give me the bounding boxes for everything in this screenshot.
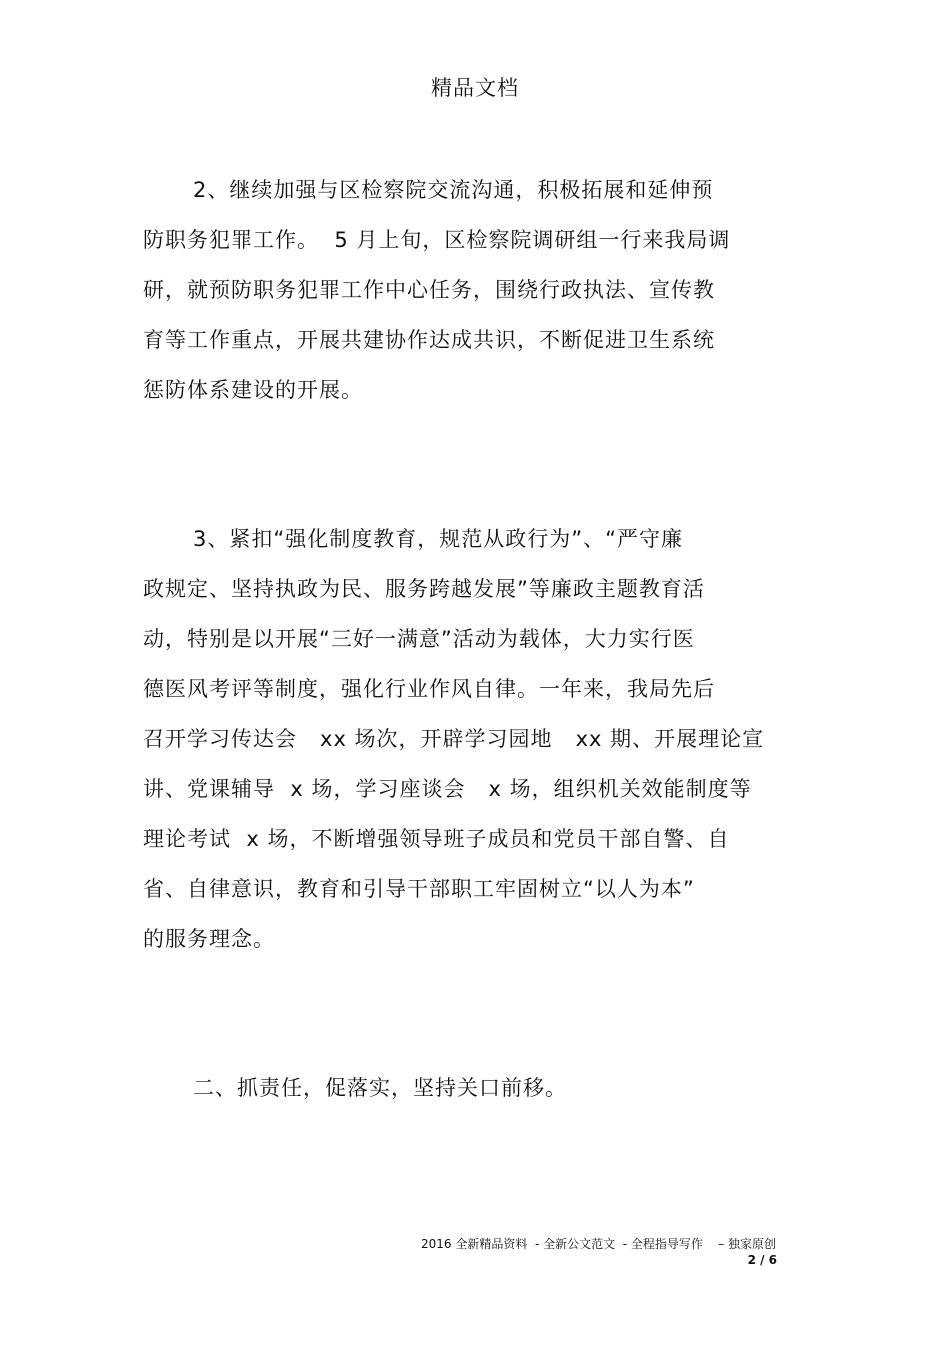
text-line: 3、紧扣“强化制度教育，规范从政行为”、“严守廉	[193, 527, 683, 551]
text-line: 召开学习传达会 xx 场次，开辟学习园地 xx 期、开展理论宣	[143, 727, 765, 751]
text-line: 育等工作重点，开展共建协作达成共识，不断促进卫生系统	[143, 328, 715, 352]
text-line: 动，特别是以开展“三好一满意”活动为载体，大力实行医	[143, 627, 695, 651]
section-heading-2	[143, 1071, 823, 1121]
page-number: 2 / 6	[747, 1253, 777, 1267]
footer-text: 2016 全新精品资料 - 全新公文范文 - 全程指导写作 – 独家原创	[421, 1237, 776, 1251]
text-line: 研，就预防职务犯罪工作中心任务，围绕行政执法、宣传教	[143, 278, 715, 302]
text-line: 省、自律意识，教育和引导干部职工牢固树立“以人为本”	[143, 877, 695, 901]
text-line: 德医风考评等制度，强化行业作风自律。一年来，我局先后	[143, 677, 715, 701]
text-line: 惩防体系建设的开展。	[143, 378, 363, 402]
paragraph-2	[143, 173, 823, 423]
paragraph-3	[143, 522, 823, 972]
text-line: 讲、党课辅导 x 场，学习座谈会 x 场，组织机关效能制度等	[143, 777, 752, 801]
text-line: 理论考试 x 场，不断增强领导班子成员和党员干部自警、自	[143, 827, 730, 851]
text-line: 2、继续加强与区检察院交流沟通，积极拓展和延伸预	[193, 178, 714, 202]
text-line: 防职务犯罪工作。 5 月上旬，区检察院调研组一行来我局调	[143, 228, 731, 252]
document-header-title: 精品文档	[431, 76, 519, 100]
text-line: 政规定、坚持执政为民、服务跨越发展”等廉政主题教育活	[143, 577, 705, 601]
text-line: 二、抓责任，促落实，坚持关口前移。	[193, 1076, 567, 1100]
text-line: 的服务理念。	[143, 927, 275, 951]
